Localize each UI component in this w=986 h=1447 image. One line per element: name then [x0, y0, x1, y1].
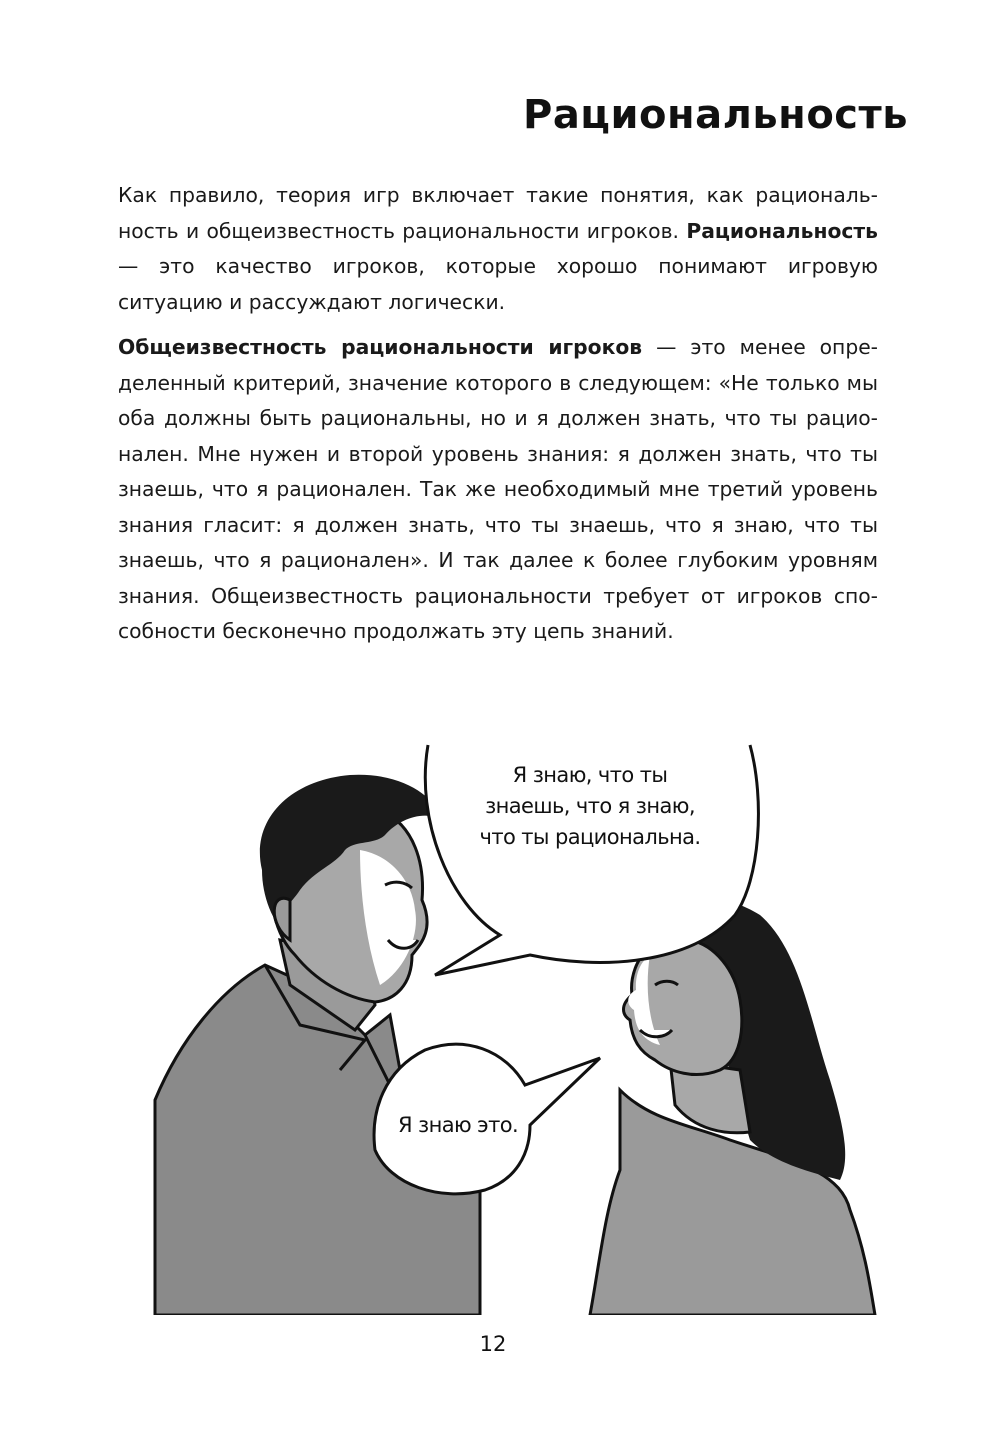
term-common-knowledge: Общеизвестность рациональности игроков	[118, 335, 643, 359]
man-speech-line-1: Я знаю, что ты	[512, 763, 668, 787]
page-number: 12	[479, 1332, 507, 1356]
term-rationality: Рациональность	[686, 218, 878, 243]
man-speech-text	[440, 760, 740, 853]
paragraph-rationality: Как правило, теория игр включает такие понятия, как рациональность и общеизвестность рациональности игроков. Рациональность — это качество игроков, которые хорошо понимают игровую ситуацию и рассуждают логически.	[118, 183, 878, 314]
paragraph-common-knowledge: Общеизвестность рациональности игроков — это менее определенный критерий, значение которого в следующем: «Не только мы оба должны быть рациональны, но и я должен знать, что ты рационален. Мне нужен и второй уровень знания: я должен знать, что ты знаешь, что я рационален. Так же необходимый мне третий уровень знания гласит: я должен знать, что ты знаешь, что я знаю, что ты знаешь, что я рационален». И так далее к более глубоким уровням знания. Общеизвестность рациональности требует от игроков способности бесконечно продолжать эту цепь знаний.	[118, 335, 878, 643]
man-speech-line-3: что ты рациональна.	[479, 825, 701, 849]
woman-speech-text: Я знаю это.	[397, 1113, 519, 1137]
page-title: Рациональность	[523, 92, 908, 138]
man-speech-line-2: знаешь, что я знаю,	[485, 794, 695, 818]
man-ear	[274, 898, 290, 940]
